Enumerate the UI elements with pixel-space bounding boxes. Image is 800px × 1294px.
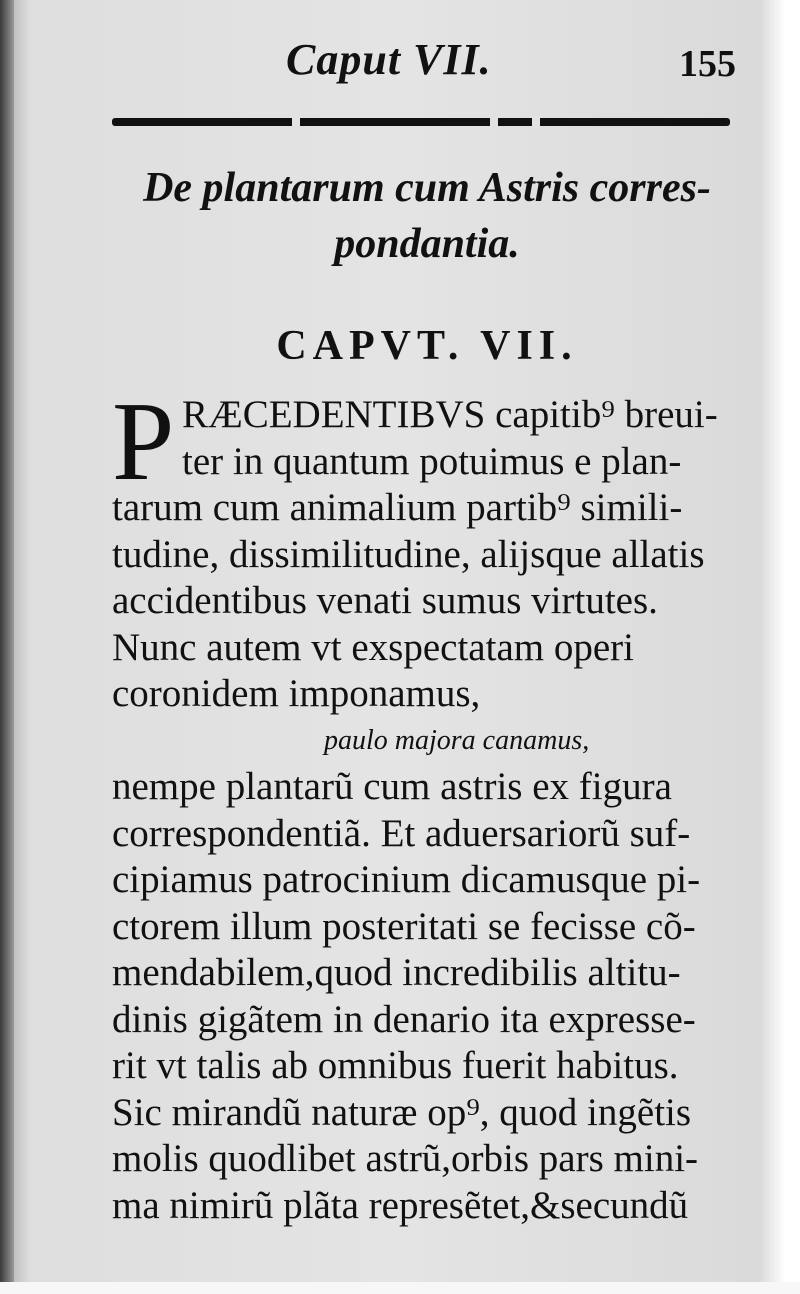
- text-line: nempe plantarũ cum astris ex figura: [112, 765, 672, 808]
- chapter-title-line: De plantarum cum Astris corres-: [143, 165, 711, 211]
- text-line: tudine, dissimilitudine, alijsque allatis: [112, 532, 705, 576]
- text-line: correspondentiã. Et aduersariorũ suf-: [112, 811, 691, 855]
- header-rule: [112, 118, 730, 126]
- text-line: ctorem illum posteritati se fecisse cõ-: [112, 904, 696, 948]
- text-line: ma nimirũ plãta represẽtet,&secundũ: [112, 1183, 689, 1227]
- text-line: accidentibus venati sumus virtutes.: [112, 579, 658, 622]
- rule-break: [490, 116, 498, 128]
- text-line: RÆCEDENTIBVS capitib⁹ breui-: [182, 393, 718, 436]
- page-bottom-margin: [0, 1282, 800, 1294]
- text-line: Nunc autem vt exspectatam operi: [112, 625, 634, 669]
- page-number: 155: [679, 43, 736, 85]
- chapter-title-line: pondantia.: [334, 221, 520, 267]
- chapter-heading: CAPVT. VII.: [276, 323, 578, 369]
- rule-break: [532, 116, 540, 128]
- rule-break: [292, 116, 300, 128]
- text-line: rit vt talis ab omnibus fuerit habitus.: [112, 1044, 679, 1087]
- text-line: molis quodlibet astrũ,orbis pars mini-: [112, 1137, 699, 1180]
- text-line: dinis gigãtem in denario ita expresse-: [112, 997, 696, 1041]
- text-line: Sic mirandũ naturæ op⁹, quod ingẽtis: [112, 1090, 692, 1134]
- text-line: ter in quantum potuimus e plan-: [182, 439, 682, 483]
- verse-quotation: paulo majora canamus,: [324, 724, 590, 756]
- page-gutter-shadow: [0, 0, 14, 1294]
- chapter-title: [112, 160, 742, 272]
- text-line: cipiamus patrocinium dicamusque pi-: [112, 858, 701, 901]
- text-line: tarum cum animalium partib⁹ simili-: [112, 486, 683, 529]
- drop-cap: P: [112, 380, 175, 504]
- text-line: mendabilem,quod incredibilis altitu-: [112, 951, 681, 994]
- body-text: [112, 380, 742, 1229]
- running-head: [110, 34, 740, 94]
- running-title: Caput VII.: [286, 35, 492, 84]
- text-line: coronidem imponamus,: [112, 672, 481, 715]
